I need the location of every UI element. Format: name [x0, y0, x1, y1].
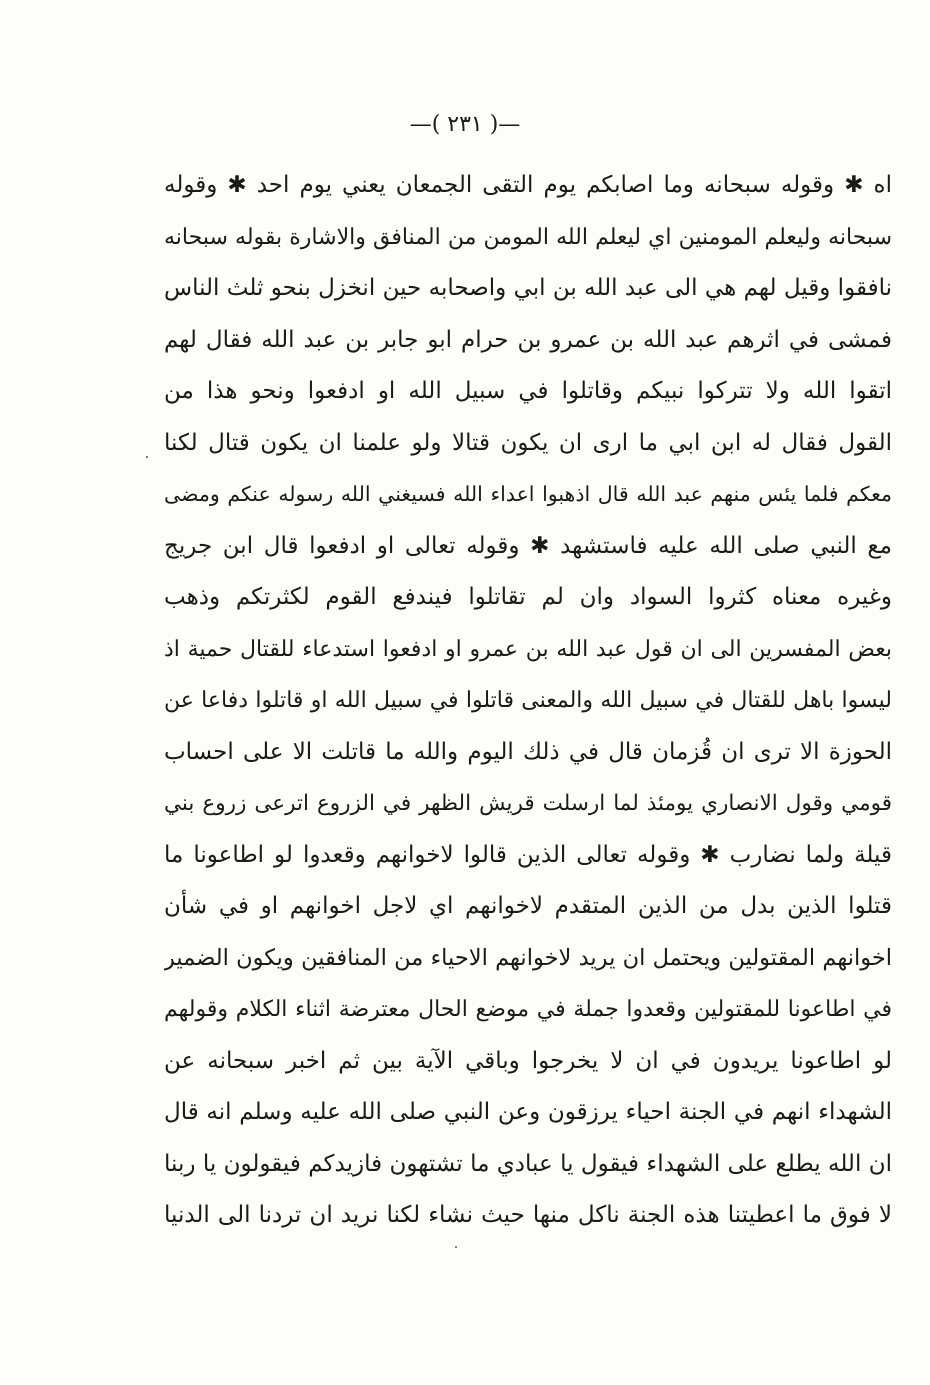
text-line: وغيره معناه كثروا السواد وان لم تقاتلوا فيندفع القوم لكثرتكم وذهب: [164, 584, 892, 610]
text-line: قومي وقول الانصاري يومئذ لما ارسلت قريش الظهر في الزروع اترعى زروع بني: [164, 791, 892, 816]
text-line: معكم فلما يئس منهم عبد الله قال اذهبوا اعداء الله فسيغني الله رسوله عنكم ومضى: [164, 482, 892, 506]
text-line: نافقوا وقيل لهم هي الى عبد الله بن ابي واصحابه حين انخزل بنحو ثلث الناس: [164, 275, 892, 301]
text-line: مع النبي صلى الله عليه فاستشهد ✱ وقوله تعالى او ادفعوا قال ابن جريج: [164, 532, 892, 559]
text-line: القول فقال له ابن ابي ما ارى ان يكون قتالا ولو علمنا ان يكون قتال لكنا: [164, 429, 892, 456]
text-line: لا فوق ما اعطيتنا هذه الجنة ناكل منها حيث نشاء لكنا نريد ان تردنا الى الدنيا: [164, 1202, 892, 1228]
text-line: قيلة ولما نضارب ✱ وقوله تعالى الذين قالوا لاخوانهم وقعدوا لو اطاعونا ما: [164, 841, 892, 868]
text-line: لو اطاعونا يريدون في ان لا يخرجوا وباقي الآية بين ثم اخبر سبحانه عن: [164, 1047, 892, 1074]
text-line: اتقوا الله ولا تتركوا نبيكم وقاتلوا في سبيل الله او ادفعوا ونحو هذا من: [164, 378, 892, 404]
text-line: اخوانهم المقتولين ويحتمل ان يريد لاخوانهم الاحياء من المنافقين ويكون الضمير: [164, 944, 892, 971]
text-line: الشهداء انهم في الجنة احياء يرزقون وعن النبي صلى الله عليه وسلم انه قال: [164, 1099, 892, 1125]
text-line: في اطاعونا للمقتولين وقعدوا جملة في موضع الحال معترضة اثناء الكلام وقولهم: [164, 997, 892, 1022]
text-line: قتلوا الذين بدل من الذين المتقدم لاخوانهم اي لاجل اخوانهم او في شأن: [164, 893, 892, 919]
text-line: فمشى في اثرهم عبد الله بن عمرو بن حرام ابو جابر بن عبد الله فقال لهم: [164, 326, 892, 353]
text-line: اه ✱ وقوله سبحانه وما اصابكم يوم التقى الجمعان يعني يوم احد ✱ وقوله: [164, 172, 892, 198]
text-line: الحوزة الا ترى ان قُزمان قال في ذلك اليوم والله ما قاتلت الا على احساب: [164, 738, 892, 765]
text-line: ليسوا باهل للقتال في سبيل الله والمعنى قاتلوا في سبيل الله او قاتلوا دفاعا عن: [164, 688, 892, 713]
text-line: بعض المفسرين الى ان قول عبد الله بن عمرو او ادفعوا استدعاء للقتال حمية اذ: [164, 636, 892, 662]
text-line: سبحانه وليعلم المومنين اي ليعلم الله المومن من المنافق والاشارة بقوله سبحانه: [164, 224, 892, 250]
page-number: —( ٢٣١ )—: [409, 112, 521, 137]
paper-speck: [146, 456, 148, 458]
paper-speck: [455, 1246, 457, 1248]
text-line: ان الله يطلع على الشهداء فيقول يا عبادي ما تشتهون فازيدكم فيقولون يا ربنا: [164, 1150, 892, 1177]
body-text: [164, 160, 892, 1242]
